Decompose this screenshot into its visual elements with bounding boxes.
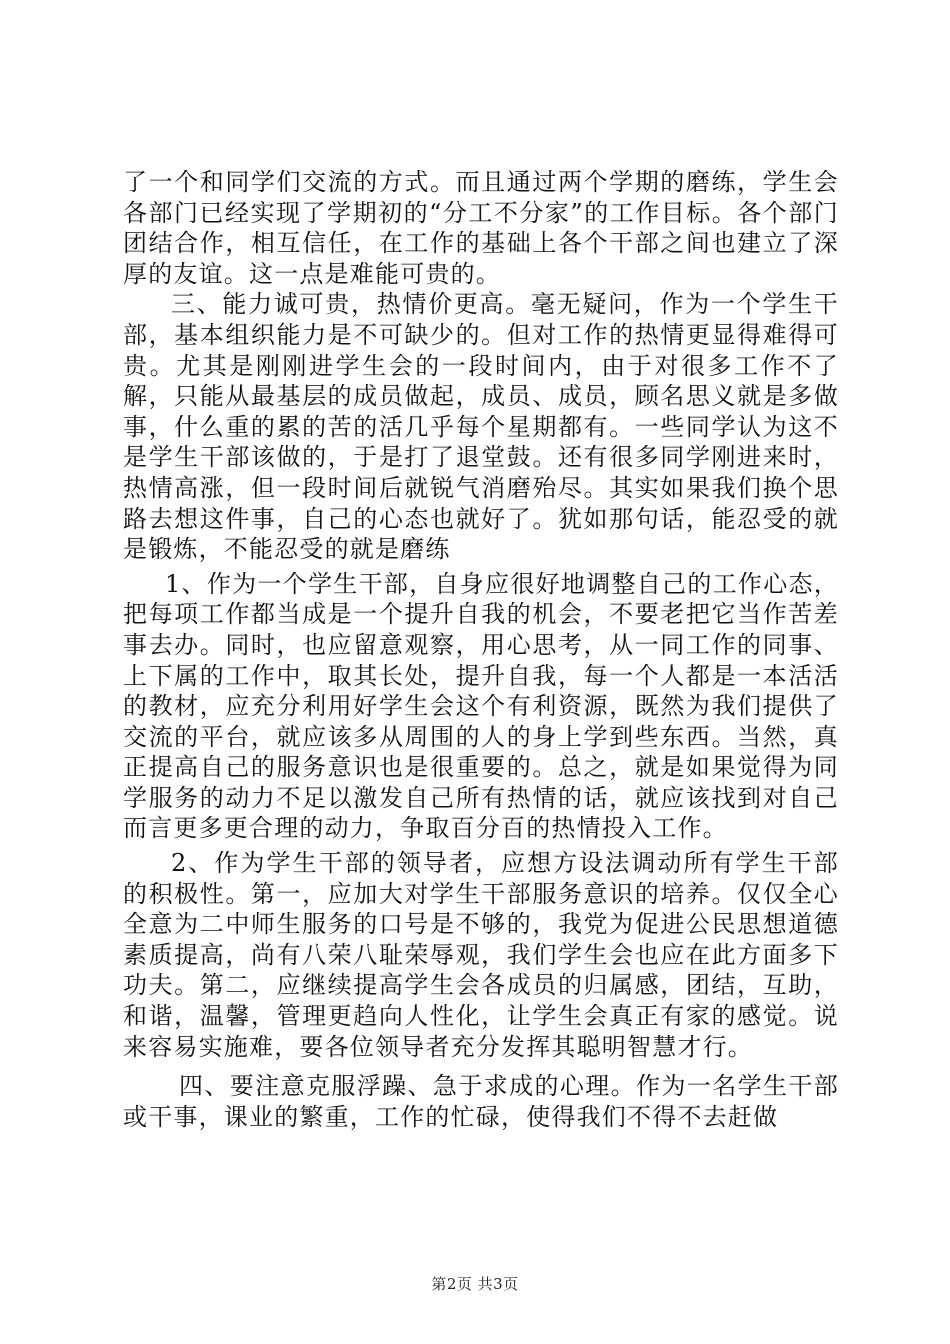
paragraph-section-three: 三、能力诚可贵，热情价更高。毫无疑问，作为一个学生干部，基本组织能力是不可缺少的。但对工作的热情更显得难得可贵。尤其是刚刚进学生会的一段时间内，由于对很多工作不了解，只能从最基层的成员做起，成员、成员，顾名思义就是多做事，什么重的累的苦的活几乎每个星期都有。一些同学认为这不是学生干部该做的，于是打了退堂鼓。还有很多同学刚进来时，热情高涨，但一段时间后就锐气消磨殆尽。其实如果我们换个思路去想这件事，自己的心态也就好了。犹如那句话，能忍受的就是锻炼，不能忍受的就是磨练 xyxy=(123,290,839,564)
paragraph-point-two: 2、作为学生干部的领导者，应想方设法调动所有学生干部的积极性。第一，应加大对学生干部服务意识的培养。仅仅全心全意为二中师生服务的口号是不够的，我党为促进公民思想道德素质提高，尚有八荣八耻荣辱观，我们学生会也应在此方面多下功夫。第二，应继续提高学生会各成员的归属感，团结，互助，和谐，温馨，管理更趋向人性化，让学生会真正有家的感觉。说来容易实施难，要各位领导者充分发挥其聪明智慧才行。 xyxy=(123,849,839,1061)
paragraph-point-one: 1、作为一个学生干部，自身应很好地调整自己的工作心态，把每项工作都当成是一个提升自我的机会，不要老把它当作苦差事去办。同时，也应留意观察，用心思考，从一同工作的同事、上下属的工作中，取其长处，提升自我，每一个人都是一本活活的教材，应充分利用好学生会这个有利资源，既然为我们提供了交流的平台，就应该多从周围的人的身上学到些东西。当然，真正提高自己的服务意识也是很重要的。总之，就是如果觉得为同学服务的动力不足以激发自己所有热情的话，就应该找到对自己而言更多更合理的动力，争取百分百的热情投入工作。 xyxy=(123,569,839,843)
paragraph-section-four: 四、要注意克服浮躁、急于求成的心理。作为一名学生干部或干事，课业的繁重，工作的忙碌，使得我们不得不去赶做 xyxy=(123,1072,839,1131)
paragraph-friendship: 了一个和同学们交流的方式。而且通过两个学期的磨练，学生会各部门已经实现了学期初的“分工不分家”的工作目标。各个部门团结合作，相互信任，在工作的基础上各个干部之间也建立了深厚的友谊。这一点是难能可贵的。 xyxy=(123,168,839,288)
document-body xyxy=(123,167,839,1132)
page-footer: 第2页 共3页 xyxy=(431,1275,519,1293)
